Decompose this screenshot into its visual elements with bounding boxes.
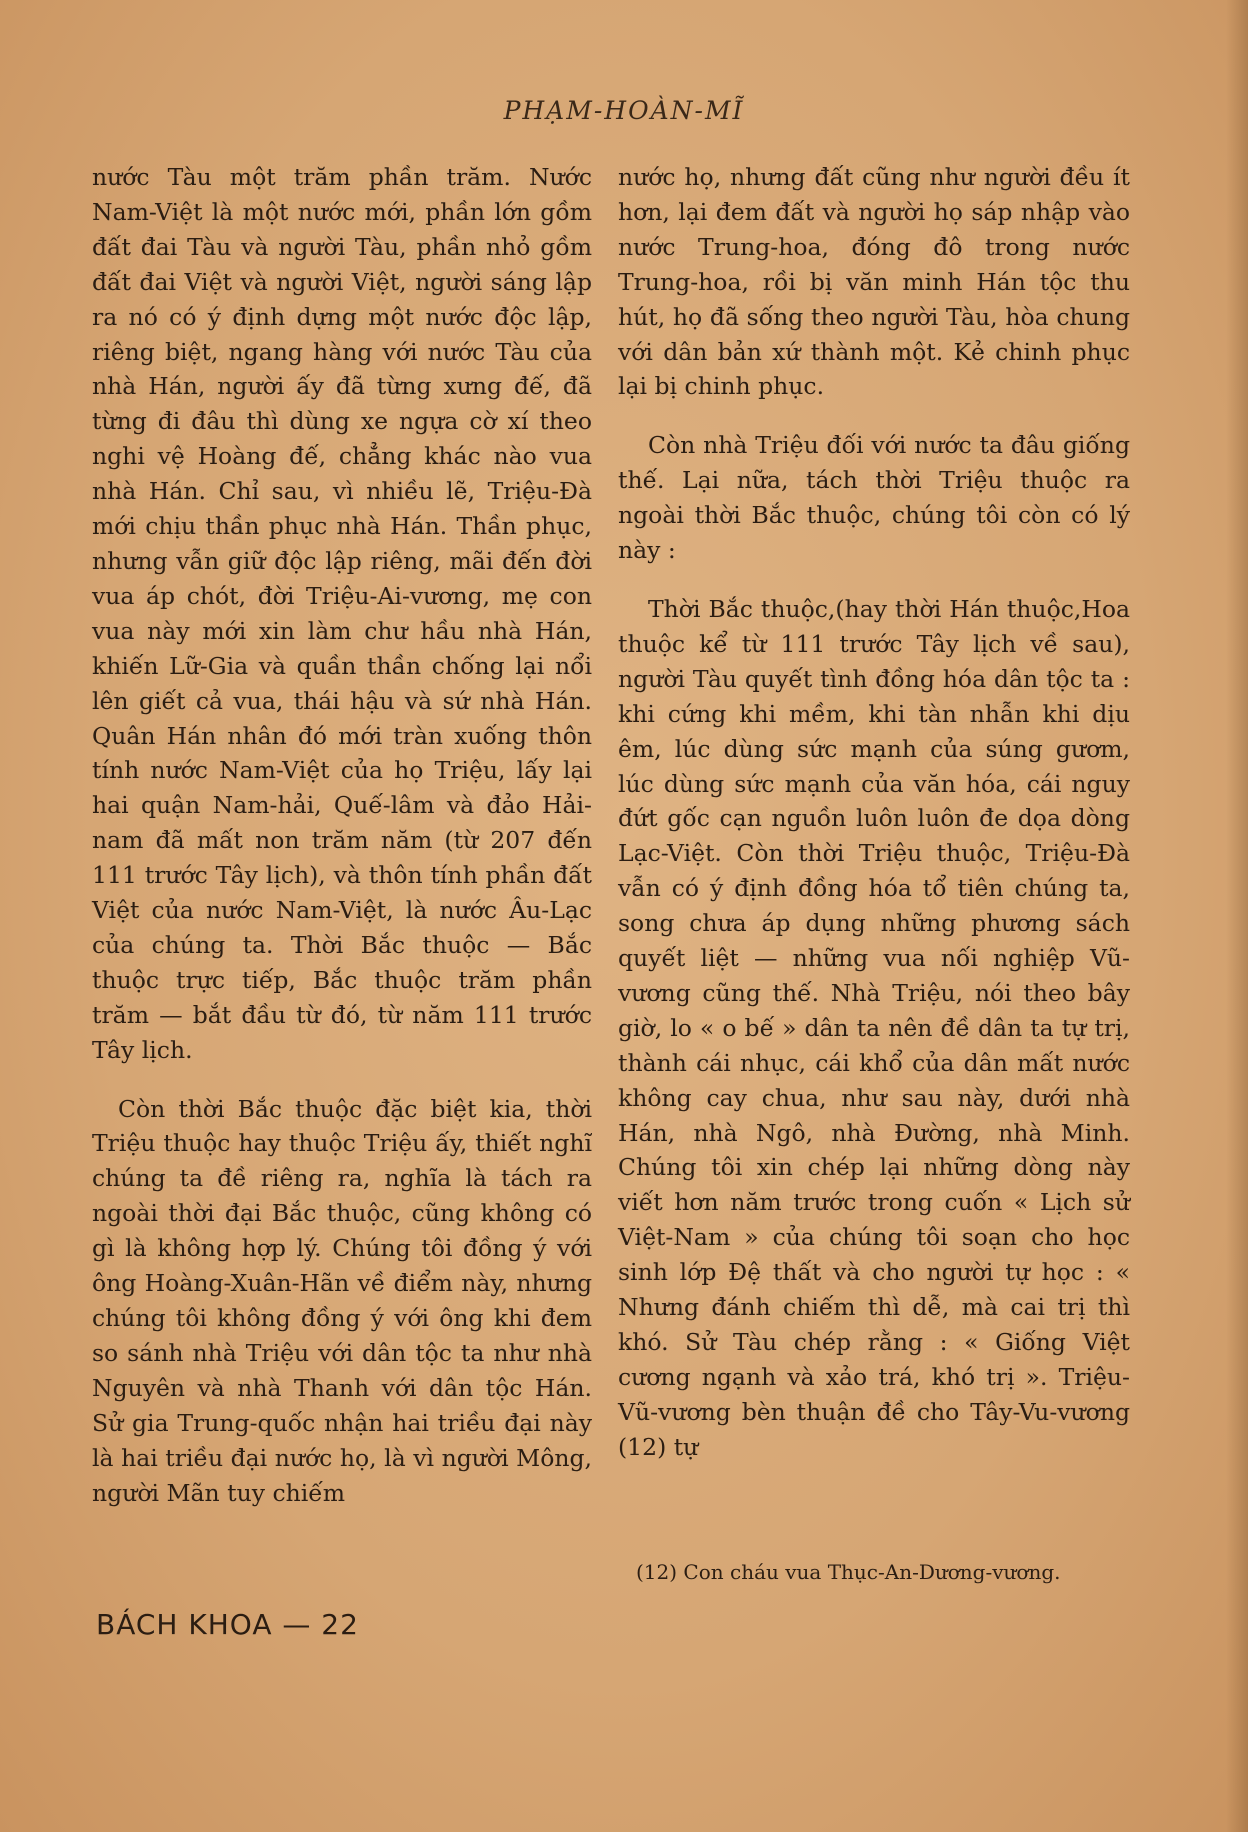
- running-header: PHẠM-HOÀN-MĨ: [503, 96, 745, 125]
- right-paragraph-3: Thời Bắc thuộc,(hay thời Hán thuộc,Hoa thuộc kể từ 111 trước Tây lịch về sau), người Tàu quyết tình đồng hóa dân tộc ta : khi cứng khi mềm, khi tàn nhẫn khi dịu êm, lúc dùng sức mạnh của súng gươm, lúc dùng sức mạnh của văn hóa, cái nguy đứt gốc cạn nguồn luôn luôn đe dọa dòng Lạc-Việt. Còn thời Triệu thuộc, Triệu-Đà vẫn có ý định đồng hóa tổ tiên chúng ta, song chưa áp dụng những phương sách quyết liệt — những vua nối nghiệp Vũ-vương cũng thế. Nhà Triệu, nói theo bây giờ, lo « o bế » dân ta nên đề dân ta tự trị, thành cái nhục, cái khổ của dân mất nước không cay chua, như sau này, dưới nhà Hán, nhà Ngô, nhà Đường, nhà Minh. Chúng tôi xin chép lại những dòng này viết hơn năm trước trong cuốn « Lịch sử Việt-Nam » của chúng tôi soạn cho học sinh lớp Đệ thất và cho người tự học : « Nhưng đánh chiếm thì dễ, mà cai trị thì khó. Sử Tàu chép rằng : « Giống Việt cương ngạnh và xảo trá, khó trị ». Triệu-Vũ-vương bèn thuận đề cho Tây-Vu-vương (12) tự: [618, 594, 1130, 1461]
- footnote: (12) Con cháu vua Thục-An-Dương-vương.: [636, 1560, 1061, 1584]
- right-column: [618, 160, 1130, 1489]
- page-edge-shadow: [1226, 0, 1248, 1832]
- left-paragraph-2: Còn thời Bắc thuộc đặc biệt kia, thời Triệu thuộc hay thuộc Triệu ấy, thiết nghĩ chúng ta đề riêng ra, nghĩa là tách ra ngoài thời đại Bắc thuộc, cũng không có gì là không hợp lý. Chúng tôi đồng ý với ông Hoàng-Xuân-Hãn về điểm này, nhưng chúng tôi không đồng ý với ông khi đem so sánh nhà Triệu với dân tộc ta như nhà Nguyên và nhà Thanh với dân tộc Hán. Sử gia Trung-quốc nhận hai triều đại này là hai triều đại nước họ, là vì người Mông, người Mãn tuy chiếm: [92, 1094, 592, 1507]
- right-paragraph-1: nước họ, nhưng đất cũng như người đều ít hơn, lại đem đất và người họ sáp nhập vào nước Trung-hoa, đóng đô trong nước Trung-hoa, rồi bị văn minh Hán tộc thu hút, họ đã sống theo người Tàu, hòa chung với dân bản xứ thành một. Kẻ chinh phục lại bị chinh phục.: [618, 163, 1130, 401]
- right-paragraph-2: Còn nhà Triệu đối với nước ta đâu giống thế. Lại nữa, tách thời Triệu thuộc ra ngoài thời Bắc thuộc, chúng tôi còn có lý này :: [618, 431, 1130, 565]
- left-column: [92, 160, 592, 1534]
- page-footer: BÁCH KHOA — 22: [96, 1608, 359, 1641]
- left-paragraph-1: nước Tàu một trăm phần trăm. Nước Nam-Việt là một nước mới, phần lớn gồm đất đai Tàu và người Tàu, phần nhỏ gồm đất đai Việt và người Việt, người sáng lập ra nó có ý định dựng một nước độc lập, riêng biệt, ngang hàng với nước Tàu của nhà Hán, người ấy đã từng xưng đế, đã từng đi đâu thì dùng xe ngựa cờ xí theo nghi vệ Hoàng đế, chẳng khác nào vua nhà Hán. Chỉ sau, vì nhiều lẽ, Triệu-Đà mới chịu thần phục nhà Hán. Thần phục, nhưng vẫn giữ độc lập riêng, mãi đến đời vua áp chót, đời Triệu-Ai-vương, mẹ con vua này mới xin làm chư hầu nhà Hán, khiến Lữ-Gia và quần thần chống lại nổi lên giết cả vua, thái hậu và sứ nhà Hán. Quân Hán nhân đó mới tràn xuống thôn tính nước Nam-Việt của họ Triệu, lấy lại hai quận Nam-hải, Quế-lâm và đảo Hải-nam đã mất non trăm năm (từ 207 đến 111 trước Tây lịch), và thôn tính phần đất Việt của nước Nam-Việt, là nước Âu-Lạc của chúng ta. Thời Bắc thuộc — Bắc thuộc trực tiếp, Bắc thuộc trăm phần trăm — bắt đầu từ đó, từ năm 111 trước Tây lịch.: [92, 163, 592, 1064]
